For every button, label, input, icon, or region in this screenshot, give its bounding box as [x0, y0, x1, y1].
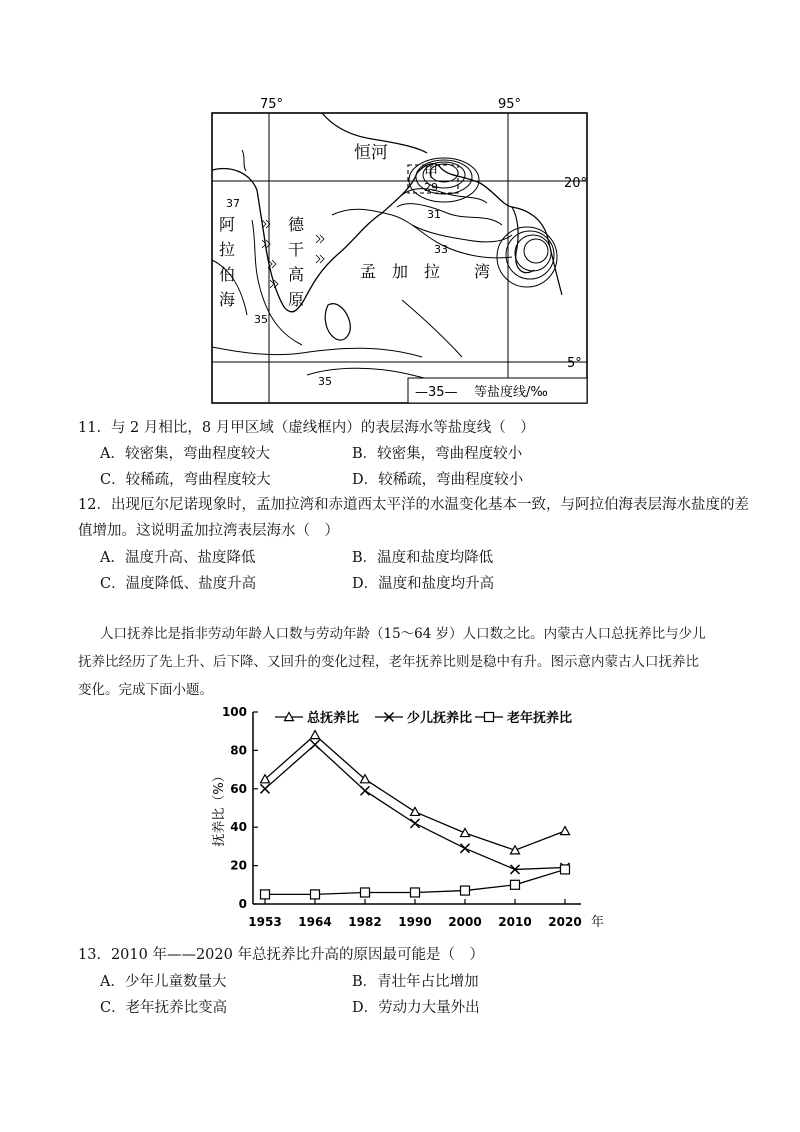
- intro-line-1: 人口抚养比是指非劳动年龄人口数与劳动年龄（15～64 岁）人口数之比。内蒙古人口总抚养比与少儿: [100, 626, 706, 642]
- child-dependency-point: [261, 784, 270, 793]
- q13-option-b[interactable]: B．青壮年占比增加: [352, 974, 479, 990]
- child-dependency-point: [461, 844, 470, 853]
- svg-text:海: 海: [219, 290, 236, 309]
- q11-option-c[interactable]: C．较稀疏，弯曲程度较大: [100, 472, 271, 488]
- lat-5-label: 5°: [567, 356, 582, 371]
- intro-line-3: 变化。完成下面小题。: [78, 682, 213, 698]
- x-tick-label: 1964: [298, 915, 332, 929]
- q13-option-a[interactable]: A．少年儿童数量大: [100, 974, 227, 990]
- child-legend-label: 少儿抚养比: [407, 711, 473, 726]
- legend-line-sample: —35—: [415, 385, 458, 400]
- lat-20-label: 20°: [564, 176, 588, 191]
- svg-text:拉: 拉: [424, 262, 441, 281]
- lon-75-label: 75°: [260, 97, 284, 112]
- lon-95-label: 95°: [498, 97, 522, 112]
- child-dependency-point: [361, 786, 370, 795]
- x-tick-label: 1990: [398, 915, 432, 929]
- q12-option-a[interactable]: A．温度升高、盐度降低: [100, 550, 256, 566]
- q13-option-c[interactable]: C．老年抚养比变高: [100, 1000, 228, 1016]
- y-tick-label: 20: [230, 858, 247, 873]
- x-unit-label: 年: [591, 915, 605, 930]
- y-tick-label: 100: [221, 705, 247, 719]
- iso-31-label: 31: [427, 208, 441, 221]
- total-dependency-point: [561, 827, 570, 835]
- x-tick-label: 2020: [548, 915, 582, 929]
- jia-label: 甲: [424, 165, 438, 181]
- iso-35b-label: 35: [318, 375, 332, 388]
- svg-text:高: 高: [288, 265, 305, 284]
- iso-35a-label: 35: [254, 313, 268, 326]
- q11-option-b[interactable]: B．较密集，弯曲程度较小: [352, 446, 523, 462]
- x-tick-label: 2010: [498, 915, 532, 929]
- iso-33-label: 33: [434, 243, 448, 256]
- q13-stem: 13．2010 年——2020 年总抚养比升高的原因最可能是（ ）: [78, 947, 484, 963]
- y-axis-label: 抚养比（%）: [212, 769, 227, 847]
- y-tick-label: 80: [230, 743, 247, 758]
- q11-option-d[interactable]: D．较稀疏，弯曲程度较小: [352, 472, 524, 488]
- child-dependency-point: [311, 740, 320, 749]
- legend-text: 等盐度线/‰: [474, 385, 548, 400]
- elderly-dependency-point: [411, 888, 420, 897]
- svg-text:伯: 伯: [219, 265, 236, 284]
- svg-text:湾: 湾: [474, 262, 491, 281]
- svg-text:干: 干: [288, 240, 305, 259]
- svg-text:原: 原: [288, 290, 305, 309]
- total-legend-label: 总抚养比: [307, 711, 360, 726]
- q11-stem: 11．与 2 月相比，8 月甲区域（虚线框内）的表层海水等盐度线（ ）: [78, 420, 535, 436]
- svg-text:德: 德: [288, 215, 305, 234]
- q12-option-c[interactable]: C．温度降低、盐度升高: [100, 576, 257, 592]
- dependency-ratio-chart: [205, 700, 605, 935]
- iso-29-label: 29: [424, 181, 438, 194]
- q13-option-d[interactable]: D．劳动力大量外出: [352, 1000, 480, 1016]
- total-dependency-point: [311, 731, 320, 739]
- y-tick-label: 60: [230, 781, 247, 796]
- x-tick-label: 2000: [448, 915, 482, 929]
- salinity-map: [212, 95, 588, 405]
- y-tick-label: 0: [238, 897, 247, 911]
- svg-text:孟: 孟: [360, 262, 377, 281]
- svg-text:拉: 拉: [219, 240, 236, 259]
- iso-37-label: 37: [226, 197, 240, 210]
- q12-stem-line2: 值增加。这说明孟加拉湾表层海水（ ）: [78, 523, 339, 539]
- x-tick-label: 1982: [348, 915, 382, 929]
- x-tick-label: 1953: [248, 915, 282, 929]
- elderly-dependency-point: [561, 865, 570, 874]
- q12-option-d[interactable]: D．温度和盐度均升高: [352, 576, 495, 592]
- q12-stem-line1: 12．出现厄尔尼诺现象时，孟加拉湾和赤道西太平洋的水温变化基本一致，与阿拉伯海表层海水盐度的差: [78, 497, 749, 513]
- elderly-legend-label: 老年抚养比: [507, 711, 573, 726]
- elderly-legend-marker: [485, 713, 494, 722]
- elderly-dependency-point: [511, 880, 520, 889]
- total-dependency-point: [461, 828, 470, 836]
- child-dependency-point: [411, 819, 420, 828]
- elderly-dependency-point: [261, 890, 270, 899]
- total-dependency-line: [265, 735, 565, 850]
- elderly-dependency-point: [361, 888, 370, 897]
- ganges-label: 恒河: [354, 143, 388, 163]
- y-tick-label: 40: [230, 820, 247, 835]
- elderly-dependency-point: [311, 890, 320, 899]
- q12-option-b[interactable]: B．温度和盐度均降低: [352, 550, 494, 566]
- total-dependency-point: [411, 807, 420, 815]
- elderly-dependency-point: [461, 886, 470, 895]
- intro-line-2: 抚养比经历了先上升、后下降、又回升的变化过程，老年抚养比则是稳中有升。图示意内蒙古人口抚养比: [78, 654, 699, 670]
- svg-text:加: 加: [392, 262, 409, 281]
- svg-text:阿: 阿: [219, 215, 236, 234]
- q11-option-a[interactable]: A．较密集，弯曲程度较大: [100, 446, 270, 462]
